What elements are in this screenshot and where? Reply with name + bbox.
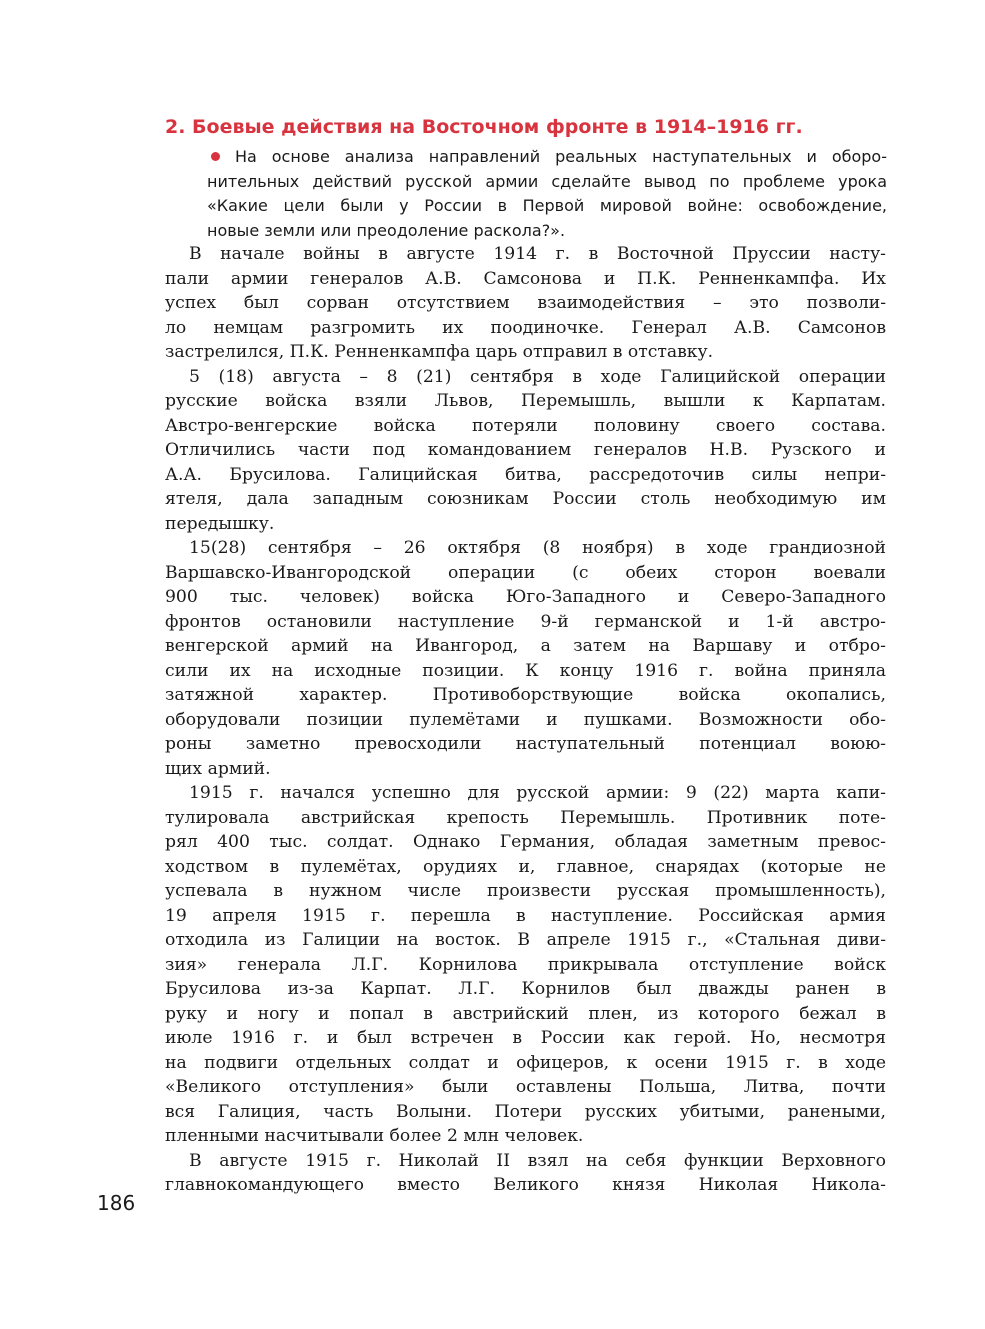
text-line: сили их на исходные позиции. К концу 1916 г. война приняла — [165, 660, 886, 681]
text-line: пали армии генералов А.В. Самсонова и П.К. Ренненкампфа. Их — [165, 268, 886, 289]
task-line: новые земли или преодоление раскола?». — [207, 220, 566, 240]
text-line: успех был сорван отсутствием взаимодействия – это позволи- — [165, 293, 886, 313]
text-line: тулировала австрийская крепость Перемышль. Противник поте- — [165, 807, 886, 828]
paragraph — [165, 242, 886, 365]
text-line: на подвиги отдельных солдат и офицеров, к осени 1915 г. в ходе — [165, 1052, 886, 1073]
text-line: А.А. Брусилова. Галицийская битва, рассредоточив силы непри- — [165, 464, 886, 485]
text-line: июле 1916 г. и был встречен в России как герой. Но, несмотря — [165, 1028, 886, 1048]
text-line: ятеля, дала западным союзникам России столь необходимую им — [165, 489, 886, 509]
paragraph — [165, 781, 886, 1149]
text-line: 900 тыс. человек) войска Юго-Западного и Северо-Западного — [165, 587, 886, 607]
text-line: 1915 г. начался успешно для русской армии: 9 (22) марта капи- — [189, 783, 886, 803]
text-line: руку и ногу и попал в австрийский плен, из которого бежал в — [165, 1003, 886, 1024]
text-line: венгерской армий на Ивангород, а затем на Варшаву и отбро- — [165, 636, 886, 656]
text-line: Брусилова из-за Карпат. Л.Г. Корнилов был дважды ранен в — [165, 979, 886, 999]
text-line: главнокомандующего вместо Великого князя Николая Никола- — [165, 1175, 886, 1195]
text-line: Австро-венгерские войска потеряли половину своего состава. — [165, 415, 886, 436]
paragraph — [165, 365, 886, 537]
text-line: вся Галиция, часть Волыни. Потери русских убитыми, ранеными, — [165, 1101, 886, 1122]
text-line: Отличились части под командованием генералов Н.В. Рузского и — [165, 440, 886, 460]
text-line: русские войска взяли Львов, Перемышль, вышли к Карпатам. — [165, 391, 886, 411]
task-assignment — [207, 145, 887, 243]
body-text — [165, 242, 886, 1198]
text-line: затяжной характер. Противоборствующие войска окопались, — [165, 685, 886, 705]
text-line: «Великого отступления» были оставлены Польша, Литва, почти — [165, 1077, 886, 1097]
text-line: зия» генерала Л.Г. Корнилова прикрывала отступление войск — [165, 954, 886, 975]
task-line: «Какие цели были у России в Первой мировой войне: освобождение, — [207, 196, 887, 215]
task-line: На основе анализа направлений реальных наступательных и оборо- — [235, 147, 887, 166]
text-line: фронтов остановили наступление 9-й германской и 1-й австро- — [165, 611, 886, 632]
text-line: ло немцам разгромить их поодиночке. Генерал А.В. Самсонов — [165, 317, 886, 338]
text-line: В начале войны в августе 1914 г. в Восточной Пруссии насту- — [189, 244, 886, 264]
text-line: 19 апреля 1915 г. перешла в наступление. Российская армия — [165, 905, 886, 926]
text-line: рял 400 тыс. солдат. Однако Германия, обладая заметным превос- — [165, 832, 886, 852]
section-heading: 2. Боевые действия на Восточном фронте в 1914–1916 гг. — [165, 116, 803, 138]
text-line: успевала в нужном числе произвести русская промышленность), — [165, 881, 886, 901]
task-line: нительных действий русской армии сделайте вывод по проблеме урока — [207, 171, 887, 191]
text-line: роны заметно превосходили наступательный потенциал воюю- — [165, 734, 886, 754]
text-line: пленными насчитывали более 2 млн человек. — [165, 1126, 584, 1146]
text-line: передышку. — [165, 513, 275, 534]
page-number: 186 — [97, 1191, 136, 1215]
text-line: застрелился, П.К. Ренненкампфа царь отправил в отставку. — [165, 342, 714, 362]
text-line: оборудовали позиции пулемётами и пушками. Возможности обо- — [165, 709, 886, 730]
text-line: В августе 1915 г. Николай II взял на себя функции Верховного — [189, 1150, 886, 1171]
paragraph — [165, 536, 886, 781]
text-line: Варшавско-Ивангородской операции (с обеих сторон воевали — [165, 562, 886, 583]
text-line: отходила из Галиции на восток. В апреле 1915 г., «Стальная диви- — [165, 930, 886, 950]
text-line: щих армий. — [165, 758, 271, 779]
text-line: ходством в пулемётах, орудиях и, главное, снарядах (которые не — [165, 856, 886, 877]
text-line: 5 (18) августа – 8 (21) сентября в ходе Галицийской операции — [189, 366, 886, 387]
paragraph — [165, 1149, 886, 1198]
text-line: 15(28) сентября – 26 октября (8 ноября) в ходе грандиозной — [189, 538, 886, 558]
